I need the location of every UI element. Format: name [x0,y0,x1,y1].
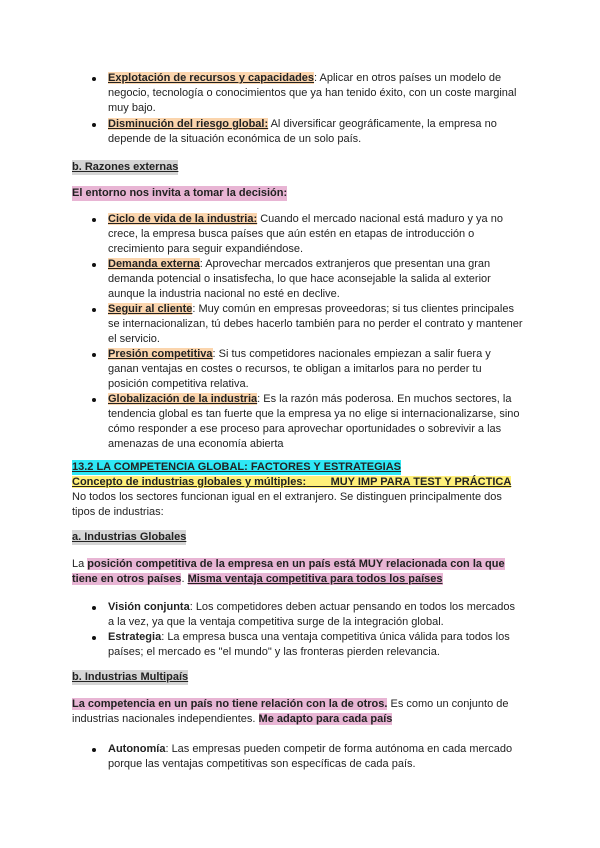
list-item-text: : Si tus competidores nacionales empiezan a salir fuera y [212,348,491,360]
list-item-term: Presión competitiva [108,348,213,360]
list-item-text: : Es la razón más poderosa. En muchos sectores, la [257,393,512,405]
list-item-term: Demanda externa [108,258,200,270]
list-item-first-line [108,212,503,227]
list-item-term: Globalización de la industria [108,393,258,405]
section-intro: El entorno nos invita a tomar la decisión: [72,187,288,199]
list-item-text: : Los competidores deben actuar pensando en todos los mercados [189,601,516,613]
list-item-text: : Las empresas pueden competir de forma autónoma en cada mercado [165,743,513,755]
bullet-point [92,263,96,267]
bullet-point [92,308,96,312]
concept-text: Concepto de industrias globales y múltiples [72,476,303,488]
list-item-text-line: amenazas de una economía abierta [108,438,284,450]
list-item-text-line: el servicio. [108,333,160,345]
paragraph-line [72,557,505,572]
list-item-text-line: a la vez, ya que la ventaja competitiva surge de la integración global. [108,616,444,628]
list-item-term: Visión conjunta [108,601,190,613]
list-item-term: Seguir al cliente [108,303,193,315]
list-item-text: Cuando el mercado nacional está maduro y ya no [257,213,503,225]
list-item-text-line: porque las ventajas competitivas son específicas de cada país. [108,758,416,770]
list-item-first-line [108,630,510,645]
paragraph-text: Es como un conjunto de [387,698,509,710]
list-item-text: : Aplicar en otros países un modelo de [314,72,502,84]
section-heading: a. Industrias Globales [72,531,187,543]
list-item-text-line: crecimiento para seguir expandiéndose. [108,243,304,255]
list-item-text-line: tendencia global es tan fuerte que la empresa ya no elige si internacionalizarse, sino [108,408,520,420]
list-item-first-line [108,742,512,757]
concept-label [72,476,511,488]
list-item-text-line: crece, la empresa busca países que aún estén en etapas de introducción o [108,228,475,240]
section-heading: b. Razones externas [72,161,179,173]
list-item-text-line: ganan ventajas en costes o recursos, te obligan a imitarlos para no perder tu [108,363,482,375]
list-item-text-line: cómo responder a ese proceso para aprovechar oportunidades o sobrevivir a las [108,423,502,435]
paragraph-line [72,697,509,712]
paragraph-line: No todos los sectores funcionan igual en el extranjero. Se distinguen principalmente dos [72,491,502,503]
bullet-point [92,398,96,402]
list-item-term: Disminución del riesgo global: [108,118,269,130]
list-item-text-line: muy bajo. [108,102,156,114]
highlighted-text: Me adapto para cada país [258,713,393,725]
list-item-term: Estrategia [108,631,162,643]
paragraph-text: industrias nacionales independientes. [72,713,259,725]
list-item-term: Ciclo de vida de la industria: [108,213,258,225]
bullet-point [92,606,96,610]
bullet-point [92,123,96,127]
paragraph-line [72,712,392,727]
list-item-text: : La empresa busca una ventaja competitiva única válida para todos los [161,631,510,643]
list-item-first-line [108,71,501,86]
list-item-first-line [108,302,514,317]
list-item-term: Autonomía [108,743,166,755]
list-item-first-line [108,117,497,132]
list-item-text-line: posición competitiva relativa. [108,378,249,390]
list-item-text: : Muy común en empresas proveedoras; si tus clientes principales [192,303,514,315]
list-item-first-line [108,257,490,272]
list-item-first-line [108,600,515,615]
bullet-point [92,748,96,752]
list-item-text-line: negocio, tecnología o conocimientos que ya han tenido éxito, con un coste marginal [108,87,517,99]
bullet-point [92,636,96,640]
section-title: 13.2 LA COMPETENCIA GLOBAL: FACTORES Y ESTRATEGIAS [72,461,402,473]
list-item-text: Al diversificar geográficamente, la empresa no [268,118,497,130]
section-heading: b. Industrias Multipaís [72,671,189,683]
list-item-text-line: demanda potencial o insatisfecha, lo que hace aconsejable la salida al exterior [108,273,491,285]
list-item-first-line [108,347,491,362]
paragraph-text: La [72,558,88,570]
important-note: MUY IMP PARA TEST Y PRÁCTICA [330,476,512,488]
highlighted-text: La competencia en un país no tiene relación con la de otros. [72,698,388,710]
highlighted-text: tiene en otros países [72,573,182,585]
list-item-text-line: países; el mercado es "el mundo" y las fronteras pierden relevancia. [108,646,440,658]
list-item-text-line: depende de la situación económica de un solo país. [108,133,362,145]
list-item-text: : Aprovechar mercados extranjeros que presentan una gran [199,258,491,270]
paragraph-text: . [181,573,188,585]
paragraph-line: tipos de industrias: [72,506,164,518]
bullet-point [92,77,96,81]
bullet-point [92,353,96,357]
list-item-term: Explotación de recursos y capacidades [108,72,315,84]
bullet-point [92,218,96,222]
highlighted-text: Misma ventaja competitiva para todos los países [187,573,443,585]
highlighted-text: posición competitiva de la empresa en un país está MUY relacionada con la que [87,558,505,570]
list-item-text-line: aunque la industria nacional no esté en declive. [108,288,340,300]
list-item-first-line [108,392,511,407]
concept-line [72,475,511,490]
paragraph-line [72,572,443,587]
list-item-text-line: se internacionalizan, tú debes hacerlo también para no perder el contrato y mantener [108,318,523,330]
concept-colon: : [302,476,307,488]
